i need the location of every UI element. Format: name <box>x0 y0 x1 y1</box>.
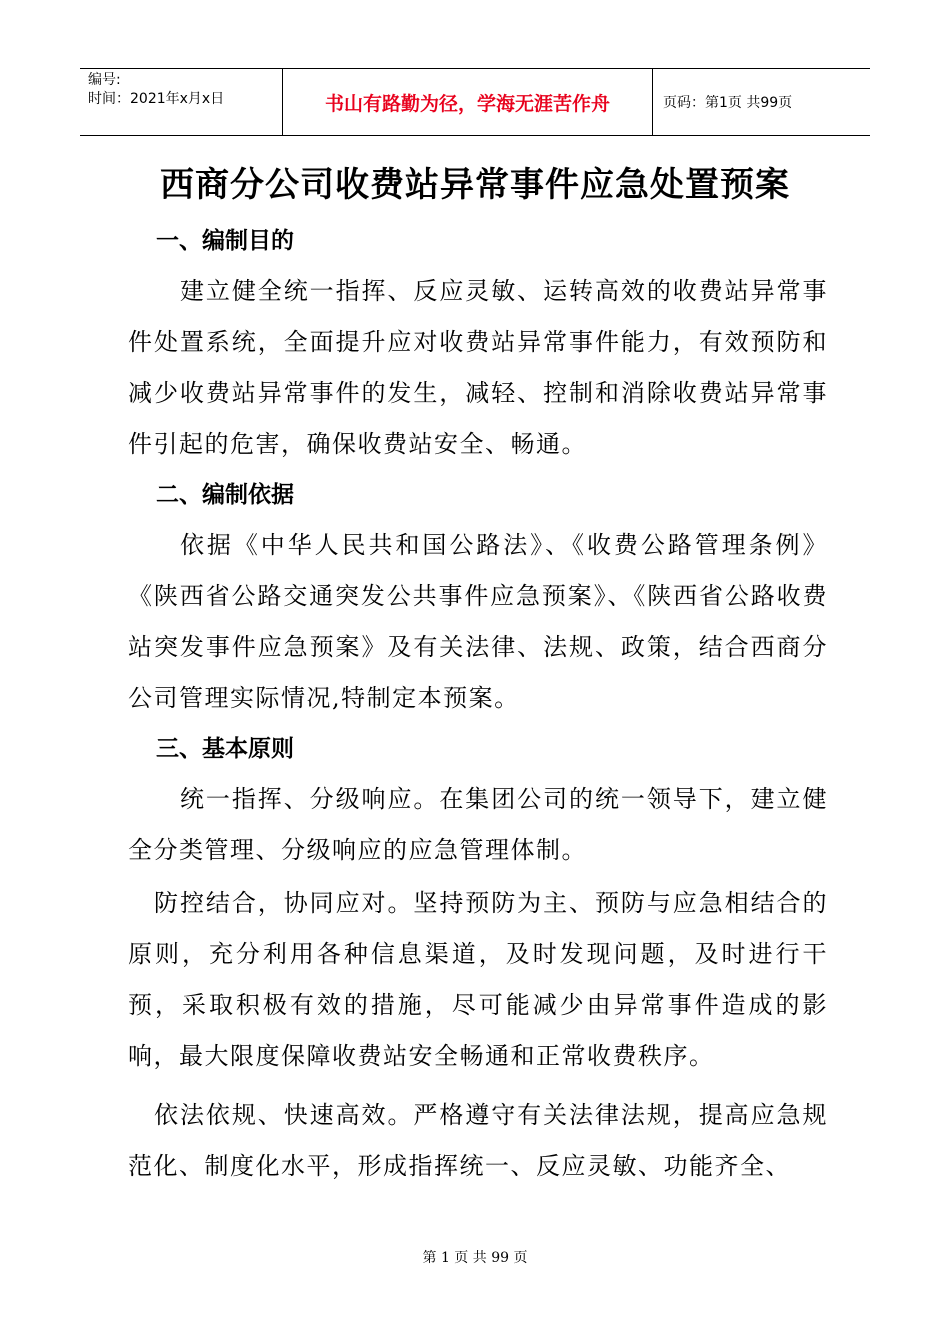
document-title: 西商分公司收费站异常事件应急处置预案 <box>160 165 790 205</box>
page-header <box>80 68 870 136</box>
document-date: 时间：2021年x月x日 <box>88 91 225 107</box>
header-motto: 书山有路勤为径，学海无涯苦作舟 <box>283 69 653 135</box>
paragraph: 依法依规、快速高效。严格遵守有关法律法规，提高应急规范化、制度化水平，形成指挥统一、反应灵敏、功能齐全、 <box>128 1101 828 1180</box>
paragraph: 防控结合，协同应对。坚持预防为主、预防与应急相结合的原则，充分利用各种信息渠道，及时发现问题，及时进行干预，采取积极有效的措施，尽可能减少由异常事件造成的影响，最大限度保障收费站安全畅通和正常收费秩序。 <box>128 889 828 1070</box>
section-heading: 三、基本原则 <box>156 736 294 762</box>
document-body <box>128 216 828 1192</box>
paragraph: 建立健全统一指挥、反应灵敏、运转高效的收费站异常事件处置系统，全面提升应对收费站异常事件能力，有效预防和减少收费站异常事件的发生，减轻、控制和消除收费站异常事件引起的危害，确保收费站安全、畅通。 <box>128 277 828 458</box>
page-footer: 第 1 页 共 99 页 <box>422 1250 528 1266</box>
paragraph: 统一指挥、分级响应。在集团公司的统一领导下，建立健全分类管理、分级响应的应急管理体制。 <box>128 785 828 864</box>
paragraph: 依据《中华人民共和国公路法》、《收费公路管理条例》《陕西省公路交通突发公共事件应急预案》、《陕西省公路收费站突发事件应急预案》及有关法律、法规、政策，结合西商分公司管理实际情况,特制定本预案。 <box>128 531 828 712</box>
section-heading: 一、编制目的 <box>156 228 294 254</box>
header-page-info: 页码：第1页 共99页 <box>663 95 793 111</box>
header-meta <box>80 69 283 135</box>
document-number: 编号: <box>88 72 121 88</box>
section-heading: 二、编制依据 <box>156 482 294 508</box>
